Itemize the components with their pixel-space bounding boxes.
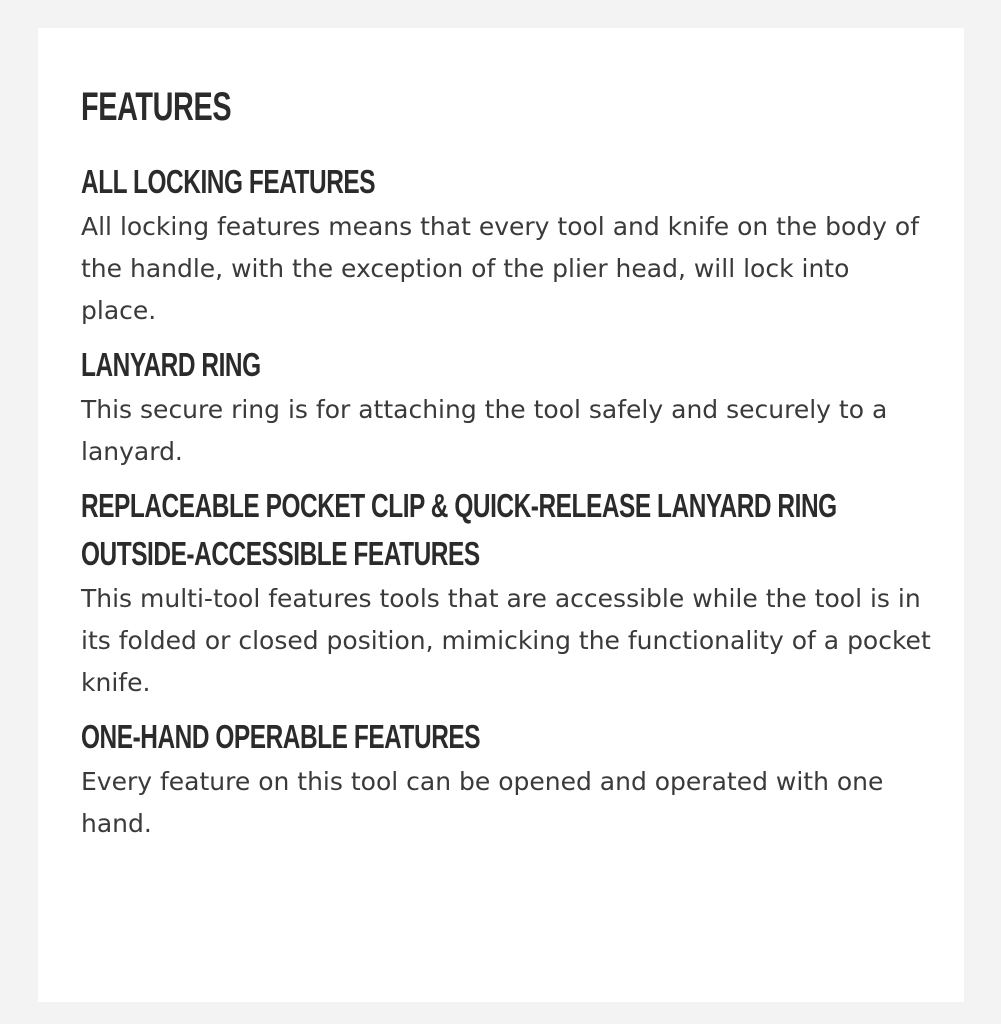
feature-description: This multi-tool features tools that are accessible while the tool is in its folded or closed position, mimicking the functionality of a pocket knife. [81,584,931,697]
feature-description: All locking features means that every tool and knife on the body of the handle, with the exception of the plier head, will lock into place. [81,212,920,325]
feature-heading: OUTSIDE-ACCESSIBLE FEATURES [81,535,480,572]
features-content [81,84,941,858]
feature-description: Every feature on this tool can be opened and operated with one hand. [81,767,884,838]
feature-heading: LANYARD RING [81,346,261,383]
page-title: FEATURES [81,85,232,129]
feature-outside-accessible [81,534,941,704]
feature-heading: REPLACEABLE POCKET CLIP & QUICK-RELEASE LANYARD RING [81,487,837,524]
feature-one-hand-operable [81,717,941,845]
feature-description: This secure ring is for attaching the tool safely and securely to a lanyard. [81,395,888,466]
feature-heading: ONE-HAND OPERABLE FEATURES [81,718,481,755]
feature-heading: ALL LOCKING FEATURES [81,163,376,200]
feature-all-locking [81,162,941,332]
feature-pocket-clip [81,486,941,526]
features-panel [38,28,964,1002]
feature-lanyard-ring [81,345,941,473]
